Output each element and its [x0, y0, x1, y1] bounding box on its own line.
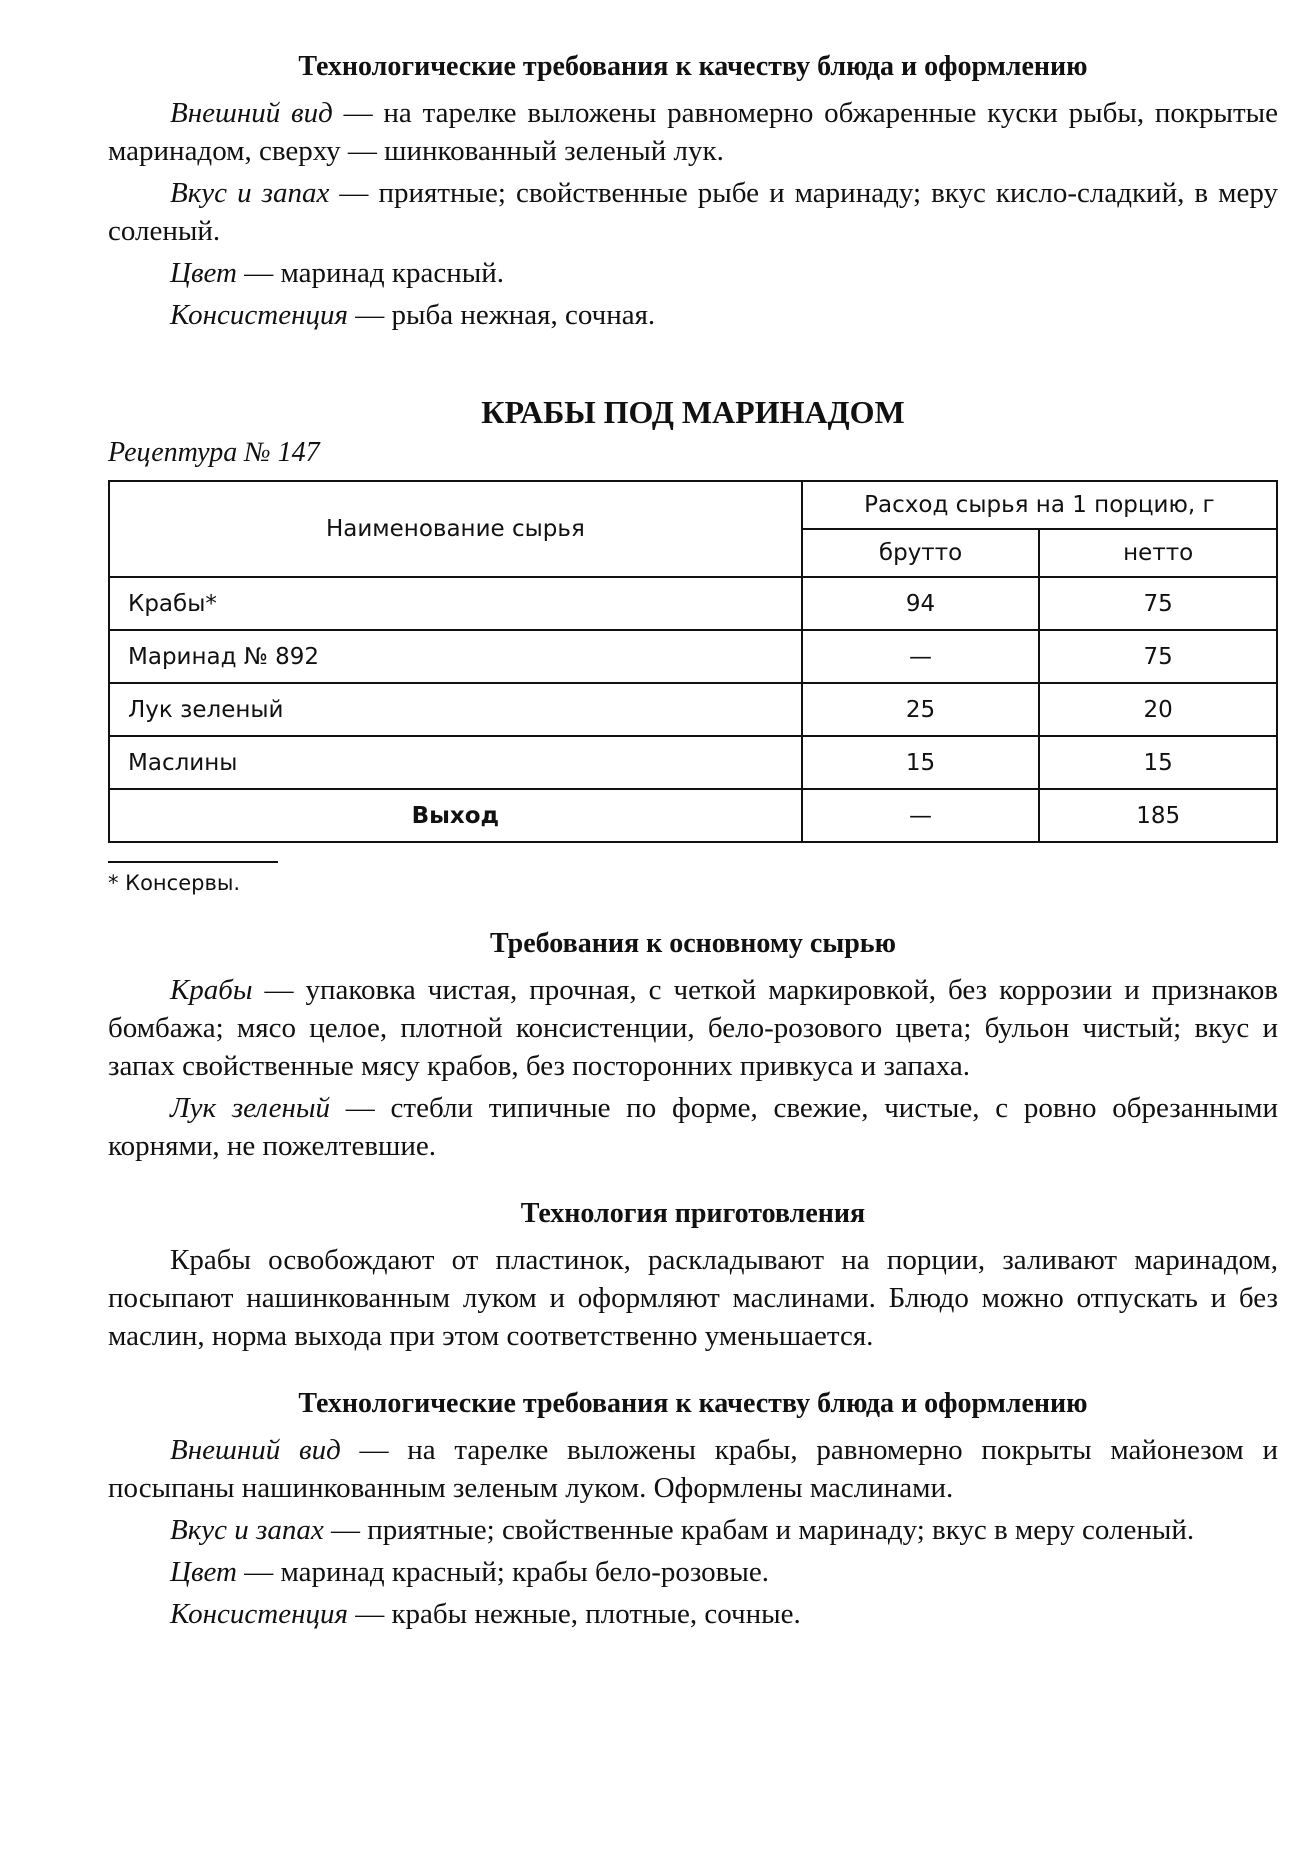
- description: — стебли типичные по форме, свежие, чистые, с ровно обрезанными корнями, не пожелтевшие.: [108, 1092, 1278, 1162]
- netto-value: 75: [1039, 577, 1277, 630]
- quality-appearance: [108, 1431, 1278, 1507]
- ingredients-table: [108, 480, 1278, 843]
- requirement-onion: [108, 1089, 1278, 1165]
- section-heading: Технология приготовления: [520, 1198, 866, 1229]
- col-name-header: Наименование сырья: [109, 481, 802, 577]
- quality-color: [108, 254, 1278, 292]
- section-heading: Технологические требования к качеству блюда и оформлению: [298, 1388, 1088, 1419]
- quality-consistency: [108, 296, 1278, 334]
- table-row: [109, 630, 1277, 683]
- brutto-value: 15: [802, 736, 1040, 789]
- table-row: [109, 736, 1277, 789]
- description: — маринад красный.: [236, 257, 505, 289]
- quality-appearance: [108, 94, 1278, 170]
- term: Внешний вид: [170, 97, 333, 129]
- total-label: Выход: [109, 789, 802, 842]
- term: Внешний вид: [170, 1434, 341, 1466]
- ingredient-name: Маслины: [109, 736, 802, 789]
- section-heading: Технологические требования к качеству блюда и оформлению: [298, 51, 1088, 82]
- col-brutto-header: брутто: [802, 529, 1040, 577]
- ingredient-name: Маринад № 892: [109, 630, 802, 683]
- ingredient-name: Лук зеленый: [109, 683, 802, 736]
- term: Вкус и запах: [170, 1514, 324, 1546]
- quality-taste-smell: [108, 1511, 1278, 1549]
- footnote-divider: [108, 861, 278, 863]
- description: — приятные; свойственные рыбе и маринаду; вкус кисло-сладкий, в меру соленый.: [108, 177, 1278, 247]
- table-row: [109, 683, 1277, 736]
- netto-value: 20: [1039, 683, 1277, 736]
- description: — на тарелке выложены крабы, равномерно покрыты майонезом и посыпаны нашинкованным зеленым луком. Оформлены маслинами.: [108, 1434, 1279, 1504]
- requirement-crabs: [108, 971, 1278, 1085]
- total-netto: 185: [1039, 789, 1277, 842]
- term: Крабы: [170, 974, 253, 1006]
- quality-color: [108, 1553, 1278, 1591]
- term: Цвет: [170, 1556, 237, 1588]
- term: Лук зеленый: [170, 1092, 331, 1124]
- table-row: [109, 577, 1277, 630]
- footnote: * Консервы.: [108, 871, 241, 895]
- dish-title: КРАБЫ ПОД МАРИНАДОМ: [481, 394, 905, 430]
- description: — приятные; свойственные крабам и маринаду; вкус в меру соленый.: [323, 1514, 1195, 1546]
- term: Консистенция: [170, 299, 348, 331]
- term: Цвет: [170, 257, 237, 289]
- brutto-value: 25: [802, 683, 1040, 736]
- recipe-number: Рецептура № 147: [108, 437, 320, 468]
- technology-text: Крабы освобождают от пластинок, раскладывают на порции, заливают маринадом, посыпают нашинкованным луком и оформляют маслинами. Блюдо можно отпускать и без маслин, норма выхода при этом соответственно уменьшается.: [108, 1244, 1278, 1352]
- ingredient-name: Крабы*: [109, 577, 802, 630]
- description: — на тарелке выложены равномерно обжаренные куски рыбы, покрытые маринадом, сверху — шинкованный зеленый лук.: [108, 97, 1278, 167]
- section-heading: Требования к основному сырью: [490, 928, 896, 959]
- total-brutto: —: [802, 789, 1040, 842]
- col-group-header: Расход сырья на 1 порцию, г: [802, 481, 1277, 529]
- description: — упаковка чистая, прочная, с четкой маркировкой, без коррозии и признаков бомбажа; мясо целое, плотной консистенции, бело-розового цвета; бульон чистый; вкус и запах свойственные мясу крабов, без посторонних привкуса и запаха.: [108, 974, 1278, 1082]
- netto-value: 15: [1039, 736, 1277, 789]
- description: — крабы нежные, плотные, сочные.: [347, 1598, 801, 1630]
- description: — рыба нежная, сочная.: [347, 299, 656, 331]
- netto-value: 75: [1039, 630, 1277, 683]
- term: Вкус и запах: [170, 177, 330, 209]
- brutto-value: —: [802, 630, 1040, 683]
- quality-consistency: [108, 1595, 1278, 1633]
- quality-taste-smell: [108, 174, 1278, 250]
- table-total-row: [109, 789, 1277, 842]
- description: — маринад красный; крабы бело-розовые.: [236, 1556, 769, 1588]
- brutto-value: 94: [802, 577, 1040, 630]
- table-header-row: [109, 481, 1277, 529]
- col-netto-header: нетто: [1039, 529, 1277, 577]
- document-page: [108, 50, 1278, 1637]
- term: Консистенция: [170, 1598, 348, 1630]
